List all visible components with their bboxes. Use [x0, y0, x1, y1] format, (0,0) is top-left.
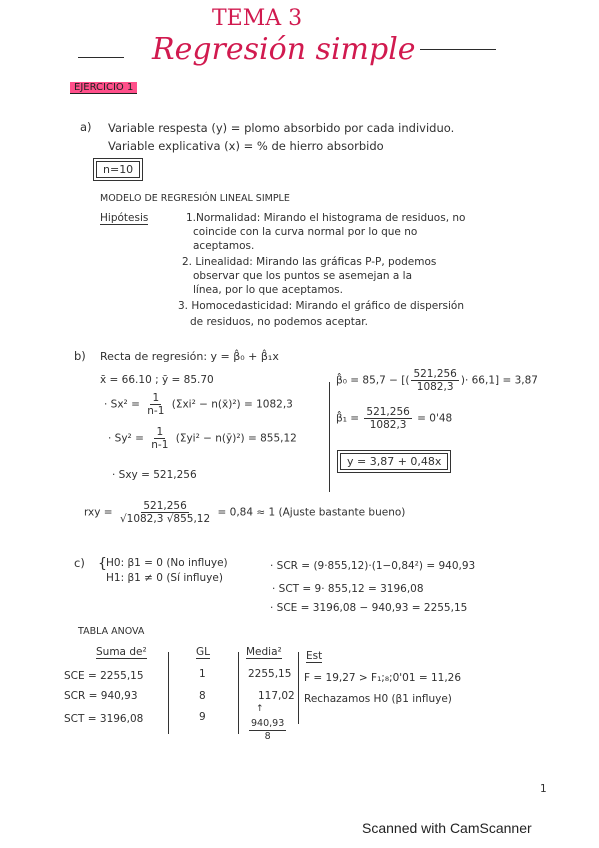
regression-result: y = 3,87 + 0,48x — [340, 455, 448, 468]
null-hypothesis: H0: β1 = 0 (No influye) — [106, 557, 228, 569]
part-a-marker: a) — [80, 120, 92, 134]
hipotesis-label: Hipótesis — [100, 212, 149, 224]
alt-hypothesis: H1: β1 ≠ 0 (Sí influye) — [106, 572, 223, 584]
means: x̄ = 66.10 ; ȳ = 85.70 — [100, 374, 214, 386]
anova-sep-1 — [168, 652, 169, 734]
scr-calc: · SCR = (9·855,12)·(1−0,84²) = 940,93 — [270, 560, 476, 572]
hypothesis-1-line-3: aceptamos. — [193, 240, 255, 252]
anova-gl-1: 1 — [199, 668, 206, 680]
beta1-formula: β̂₁ = $\frac{521,256}{1082,3}$ = 0'48 — [336, 406, 453, 431]
anova-media-1: 2255,15 — [248, 668, 292, 680]
regression-line: Recta de regresión: y = β̂₀ + β̂₁x — [100, 350, 279, 363]
tema-title: TEMA 3 — [212, 6, 303, 31]
anova-header-gl: GL — [196, 646, 210, 658]
anova-conclusion: Rechazamos H0 (β1 influye) — [304, 693, 452, 705]
hypothesis-3-line-1: 3. Homocedasticidad: Mirando el gráfico de dispersión — [178, 300, 465, 312]
model-title: MODELO DE REGRESIÓN LINEAL SIMPLE — [100, 193, 290, 204]
part-b-marker: b) — [74, 349, 86, 363]
column-separator — [329, 382, 330, 492]
explanatory-variable: Variable explicativa (x) = % de hierro absorbido — [108, 139, 384, 153]
anova-title: TABLA ANOVA — [78, 626, 145, 637]
exercise-label: EJERCICIO 1 — [70, 82, 137, 93]
anova-gl-2: 8 — [199, 690, 206, 702]
hypothesis-3-line-2: de residuos, no podemos aceptar. — [190, 316, 368, 328]
hypothesis-2-line-1: 2. Linealidad: Mirando las gráficas P-P, podemos — [182, 256, 437, 268]
anova-media-arrow: ↑ — [256, 704, 264, 714]
title-left-rule — [78, 57, 124, 58]
beta0-formula: β̂₀ = 85,7 − [( $\frac{521,256}{1082,3}$ )· 66,1] = 3,87 — [336, 368, 538, 393]
scanner-footer: Scanned with CamScanner — [362, 820, 532, 836]
sy-formula: · Sy² = $\frac{1}{n-1}$ (Σyi² − n(ȳ)²) = 855,12 — [108, 426, 297, 451]
anova-f-stat: F = 19,27 > F₁;₈;0'01 = 11,26 — [304, 672, 462, 684]
correlation-formula: rxy = $\frac{521,256}{√1082,3 √855,12}$ = 0,84 ≈ 1 (Ajuste bastante bueno) — [84, 500, 406, 525]
hypotheses-brace: { — [98, 556, 107, 572]
anova-gl-3: 9 — [199, 711, 206, 723]
anova-sep-3 — [298, 652, 299, 724]
anova-header-media: Media² — [246, 646, 282, 658]
anova-sce: SCE = 2255,15 — [64, 670, 144, 682]
hypothesis-2-line-3: línea, por lo que aceptamos. — [193, 284, 343, 296]
anova-header-suma: Suma de² — [96, 646, 147, 658]
anova-media-fraction: $\frac{940,93}{8}$ — [251, 718, 285, 742]
page-number: 1 — [540, 783, 547, 795]
title-right-rule — [420, 49, 496, 50]
sct-calc: · SCT = 9· 855,12 = 3196,08 — [272, 583, 424, 595]
anova-scr: SCR = 940,93 — [64, 690, 138, 702]
anova-sct: SCT = 3196,08 — [64, 713, 144, 725]
anova-header-est: Est — [306, 650, 323, 662]
sxy-value: · Sxy = 521,256 — [112, 469, 197, 481]
hypothesis-1-line-1: 1.Normalidad: Mirando el histograma de residuos, no — [186, 212, 466, 224]
hypothesis-2-line-2: observar que los puntos se asemejan a la — [193, 270, 413, 282]
response-variable: Variable respesta (y) = plomo absorbido por cada individuo. — [108, 121, 455, 135]
anova-media-2: 117,02 — [258, 690, 295, 702]
anova-sep-2 — [238, 652, 239, 734]
sx-formula: · Sx² = $\frac{1}{n-1}$ (Σxi² − n(x̄)²) = 1082,3 — [104, 392, 293, 417]
sce-calc: · SCE = 3196,08 − 940,93 = 2255,15 — [270, 602, 468, 614]
hypothesis-1-line-2: coincide con la curva normal por lo que no — [193, 226, 418, 238]
part-c-marker: c) — [74, 556, 85, 570]
sample-size: n=10 — [96, 163, 140, 176]
page-title: Regresión simple — [152, 32, 416, 67]
